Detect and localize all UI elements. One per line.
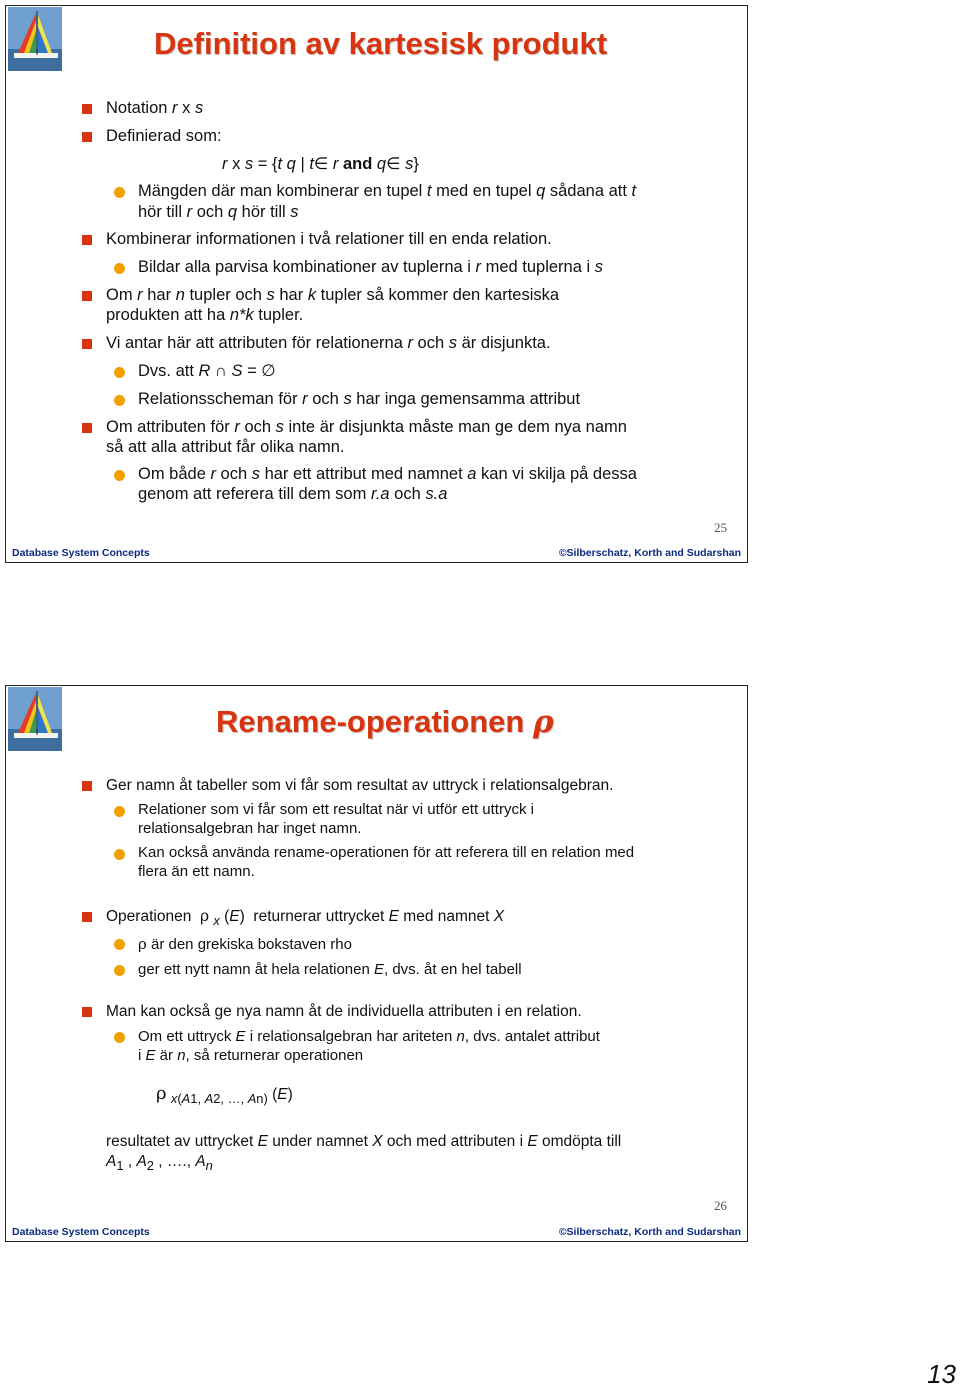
text-line: Operationen ρ $_x$ (E) returnerar uttrycket E med namnet X	[106, 907, 505, 929]
square-bullet-icon	[82, 291, 92, 301]
slide-25	[5, 5, 748, 563]
text-line: Om attributen för r och s inte är disjunkta måste man ge dem nya namn	[106, 418, 627, 436]
square-bullet-icon	[82, 423, 92, 433]
round-bullet-icon	[114, 939, 125, 950]
slide-title: Definition av kartesisk produkt	[154, 26, 608, 61]
round-bullet-icon	[114, 187, 125, 198]
footer-left: Database System Concepts	[12, 1226, 150, 1238]
text-line: hör till r och q hör till s	[138, 203, 299, 221]
text-line: relationsalgebran har inget namn.	[138, 820, 362, 837]
text-line: Bildar alla parvisa kombinationer av tuplerna i r med tuplerna i s	[138, 258, 603, 276]
text-line: Kombinerar informationen i två relationer till en enda relation.	[106, 230, 552, 248]
text-line: Vi antar här att attributen för relationerna r och s är disjunkta.	[106, 334, 551, 352]
text-line: ger ett nytt namn åt hela relationen E, dvs. åt en hel tabell	[138, 961, 522, 978]
footer-right: ©Silberschatz, Korth and Sudarshan	[558, 1226, 741, 1238]
slide-title	[216, 704, 554, 740]
text-line: Notation r x s	[106, 99, 204, 117]
text-line: resultatet av uttrycket E under namnet X och med attributen i E omdöpta till	[106, 1133, 622, 1150]
text-line: så att alla attribut får olika namn.	[106, 438, 345, 456]
square-bullet-icon	[82, 339, 92, 349]
sailboat-logo-icon	[8, 687, 62, 751]
text-line: Kan också använda rename-operationen för att referera till en relation med	[138, 844, 635, 861]
text-line: Om r har n tupler och s har k tupler så kommer den kartesiska	[106, 286, 560, 304]
square-bullet-icon	[82, 912, 92, 922]
slide-number: 26	[714, 1198, 727, 1213]
title-text: Rename-operationen	[216, 704, 525, 739]
round-bullet-icon	[114, 470, 125, 481]
text-line: Ger namn åt tabeller som vi får som resultat av uttryck i relationsalgebran.	[106, 777, 614, 794]
square-bullet-icon	[82, 132, 92, 142]
round-bullet-icon	[114, 1032, 125, 1043]
footer-left: Database System Concepts	[12, 547, 150, 559]
text-line: Om ett uttryck E i relationsalgebran har ariteten n, dvs. antalet attribut	[138, 1028, 600, 1045]
round-bullet-icon	[114, 849, 125, 860]
round-bullet-icon	[114, 806, 125, 817]
square-bullet-icon	[82, 781, 92, 791]
text-line: Definierad som:	[106, 127, 222, 145]
round-bullet-icon	[114, 395, 125, 406]
text-line: Dvs. att R ∩ S = ∅	[138, 362, 276, 380]
slide-26	[5, 685, 748, 1242]
page-number: 13	[927, 1359, 956, 1389]
text-line: Mängden där man kombinerar en tupel t med en tupel q sådana att t	[138, 182, 637, 200]
text-line: ρ är den grekiska bokstaven rho	[138, 935, 352, 953]
text-line: Relationsscheman för r och s har inga gemensamma attribut	[138, 390, 581, 408]
round-bullet-icon	[114, 965, 125, 976]
text-line: Om både r och s har ett attribut med namnet a kan vi skilja på dessa	[138, 465, 637, 483]
round-bullet-icon	[114, 263, 125, 274]
slide-number: 25	[714, 520, 727, 535]
text-line: i E är n, så returnerar operationen	[138, 1047, 364, 1064]
round-bullet-icon	[114, 367, 125, 378]
square-bullet-icon	[82, 104, 92, 114]
text-line: Man kan också ge nya namn åt de individuella attributen i en relation.	[106, 1003, 582, 1020]
text-line: genom att referera till dem som r.a och s.a	[138, 485, 448, 503]
text-line: flera än ett namn.	[138, 863, 255, 880]
footer-right: ©Silberschatz, Korth and Sudarshan	[558, 547, 741, 559]
text-line: $A_1$ , $A_2$ , …., $A_n$	[106, 1153, 213, 1174]
square-bullet-icon	[82, 235, 92, 245]
formula-line: ρ $_{x(A1, A2, \dots, An)}$ (E)	[156, 1083, 293, 1107]
text-line: produkten att ha n*k tupler.	[106, 306, 304, 324]
rho-symbol: ρ	[532, 704, 554, 740]
square-bullet-icon	[82, 1007, 92, 1017]
formula-line: r x s = {t q | t∈ r and q∈ s}	[222, 155, 419, 173]
text-line: Relationer som vi får som ett resultat när vi utför ett uttryck i	[138, 801, 534, 818]
sailboat-logo-icon	[8, 7, 62, 71]
